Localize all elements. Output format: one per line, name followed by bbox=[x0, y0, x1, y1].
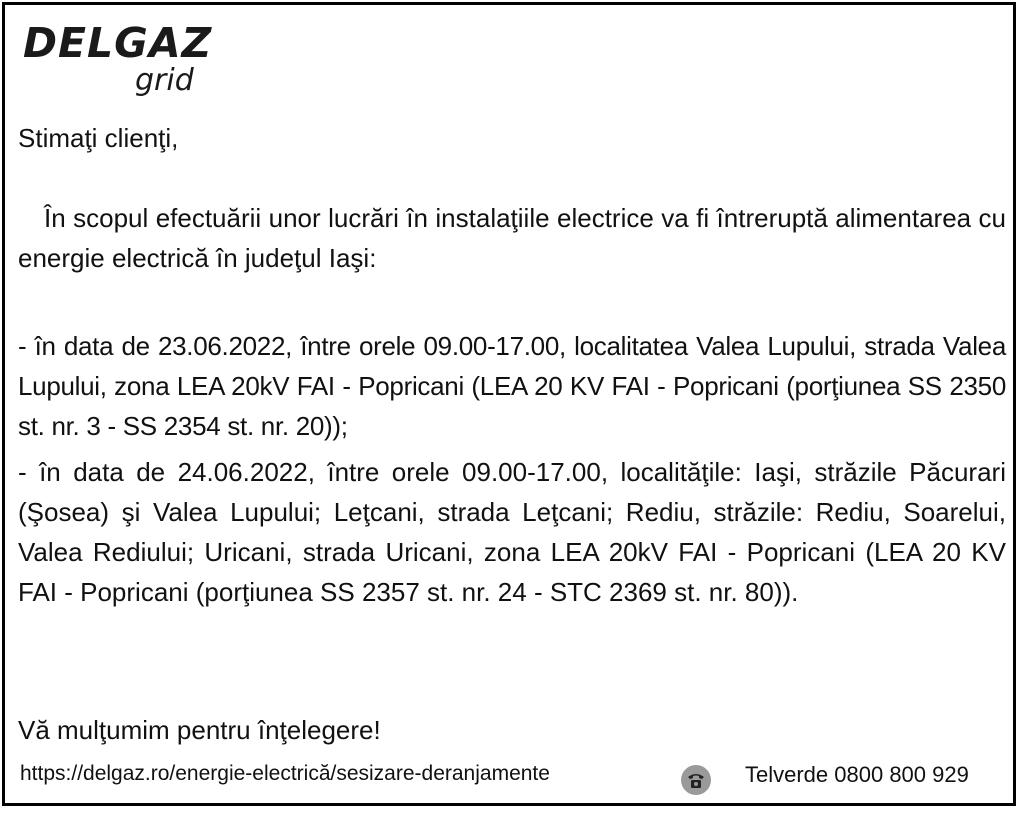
delgaz-grid-logo bbox=[23, 19, 223, 99]
greeting: Stimaţi clienţi, bbox=[18, 123, 179, 153]
footer-phone-number: Telverde 0800 800 929 bbox=[745, 762, 969, 787]
closing-text: Vă mulţumim pentru înţelegere! bbox=[18, 715, 381, 745]
logo-sub: grid bbox=[135, 63, 194, 98]
footer-url-link[interactable]: https://delgaz.ro/energie-electrică/sesizare-deranjamente bbox=[20, 762, 550, 785]
intro-paragraph: În scopul efectuării unor lucrări în instalaţiile electrice va fi întreruptă alimentarea cu energie electrică în judeţul Iaşi: bbox=[18, 203, 1006, 273]
outage-item-2: - în data de 24.06.2022, între orele 09.00-17.00, localităţile: Iaşi, străzile Păcurari (Şosea) şi Valea Lupului; Leţcani, strada Leţcani; Rediu, străzile: Rediu, Soarelui, Valea Rediului; Uricani, strada Uricani, zona LEA 20kV FAI - Popricani (LEA 20 KV FAI - Popricani (porţiunea SS 2357 st. nr. 24 - STC 2369 st. nr. 80)). bbox=[18, 457, 1006, 607]
logo-brand: DELGAZ bbox=[23, 19, 213, 67]
phone-icon bbox=[680, 764, 712, 796]
outage-item-1: - în data de 23.06.2022, între orele 09.00-17.00, localitatea Valea Lupului, strada Valea Lupului, zona LEA 20kV FAI - Popricani (LEA 20 KV FAI - Popricani (porţiunea SS 2350 st. nr. 3 - SS 2354 st. nr. 20)); bbox=[18, 331, 1006, 441]
